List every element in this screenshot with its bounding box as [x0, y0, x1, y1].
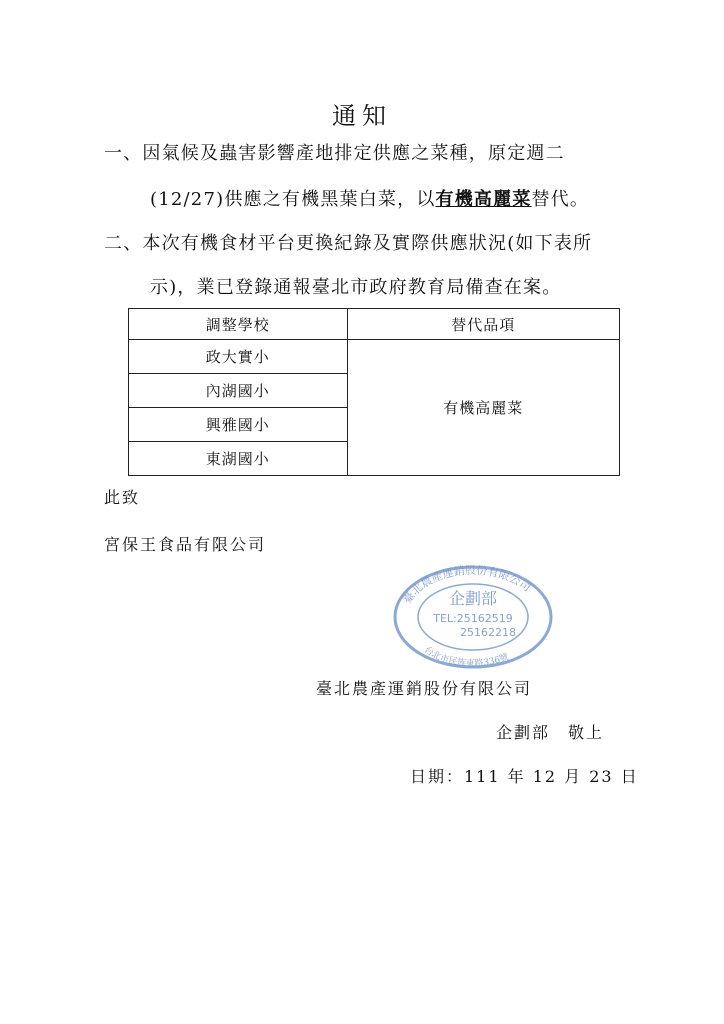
stamp-tel-2: 25162218: [460, 626, 516, 639]
school-cell: 政大實小: [129, 340, 348, 374]
document-title: 通知: [332, 102, 392, 130]
paragraph-1-line-1: 一、因氣候及蟲害影響產地排定供應之菜種，原定週二: [104, 143, 565, 164]
stamp-tel-1: TEL:25162519: [433, 612, 513, 625]
paragraph-1-line-2: [150, 188, 589, 212]
school-cell: 內湖國小: [129, 374, 348, 408]
stamp-center-text: 企劃部: [448, 589, 498, 608]
paragraph-2-line-1: 二、本次有機食材平台更換紀錄及實際供應狀況(如下表所: [104, 233, 593, 254]
header-school: 調整學校: [129, 309, 348, 340]
paragraph-2-line-2: 示)，業已登錄通報臺北市政府教育局備查在案。: [150, 277, 562, 298]
company-seal-stamp: [388, 560, 558, 670]
school-cell: 興雅國小: [129, 408, 348, 442]
table-row: [129, 340, 620, 374]
sender-company: 臺北農產運銷股份有限公司: [316, 679, 533, 698]
school-cell: 東湖國小: [129, 442, 348, 476]
paragraph-1-suffix: 替代。: [531, 189, 590, 210]
emphasized-replacement: 有機高麗菜: [435, 189, 532, 210]
paragraph-1-prefix: (12/27)供應之有機黑葉白菜，以: [150, 189, 436, 210]
replacement-cell: 有機高麗菜: [347, 340, 619, 476]
recipient-name: 宮保王食品有限公司: [104, 535, 267, 554]
table-header-row: [129, 309, 620, 340]
sender-department: 企劃部 敬上: [496, 723, 605, 742]
header-replacement: 替代品項: [347, 309, 619, 340]
replacement-table: [128, 308, 620, 476]
stamp-bottom-text: 台北市民族東路336號: [421, 645, 511, 670]
stamp-ring-text: 臺北農產運銷股份有限公司: [400, 563, 534, 606]
closing-salutation: 此致: [104, 488, 141, 507]
document-date: 日期：111 年 12 月 23 日: [410, 767, 639, 786]
